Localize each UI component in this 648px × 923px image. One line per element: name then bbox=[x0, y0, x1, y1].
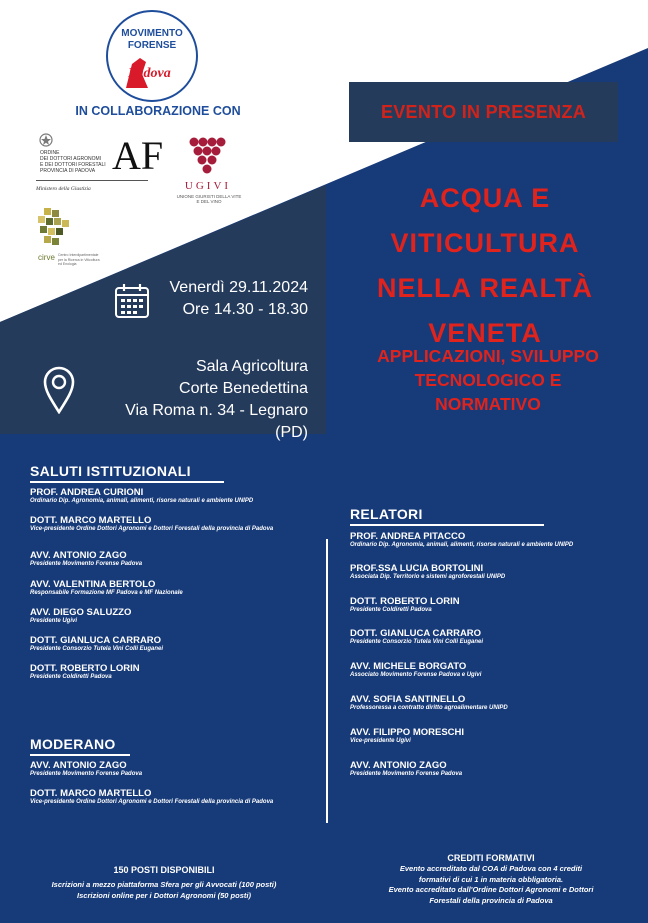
relatori-title: RELATORI bbox=[350, 506, 423, 522]
crediti-block: CREDITI FORMATIVI Evento accreditato dal COA di Padova con 4 crediti formativi di cui 1 in materia obbligatoria. Evento accreditato dall'Ordine Dottori Agronomi e Dottori Forestali della provincia di Padova bbox=[346, 852, 636, 906]
location-pin-icon bbox=[42, 366, 76, 414]
list-item: PROF. ANDREA CURIONI Ordinario Dip. Agronomia, animali, alimenti, risorse naturali e ambiente UNIPD bbox=[30, 487, 254, 504]
list-item: AVV. DIEGO SALUZZO Presidente Ugivi bbox=[30, 607, 132, 624]
list-item: AVV. FILIPPO MORESCHI Vice-presidente Ugivi bbox=[350, 727, 465, 744]
ugivi-grapes-icon bbox=[186, 132, 228, 178]
saluti-rule bbox=[30, 481, 224, 483]
list-item: PROF.SSA LUCIA BORTOLINI Associata Dip. Territorio e sistemi agroforestali UNIPD bbox=[350, 563, 506, 580]
event-title: ACQUA E VITICULTURA NELLA REALTÀ VENETA bbox=[377, 183, 593, 348]
moderano-rule bbox=[30, 754, 130, 756]
posti-block: 150 POSTI DISPONIBILI Iscrizioni a mezzo piattaforma Sfera per gli Avvocati (100 posti) Iscrizioni online per i Dottori Agronomi (50 posti) bbox=[14, 864, 314, 901]
ordine-text: ORDINE DEI DOTTORI AGRONOMI E DEI DOTTORI FORESTALI PROVINCIA DI PADOVA bbox=[40, 150, 106, 174]
collaboration-heading: IN COLLABORAZIONE CON bbox=[75, 104, 241, 118]
logo-city: Padova bbox=[128, 66, 171, 81]
column-divider bbox=[326, 539, 328, 823]
moderano-title: MODERANO bbox=[30, 736, 116, 752]
list-item: AVV. VALENTINA BERTOLO Responsabile Formazione MF Padova e MF Nazionale bbox=[30, 579, 183, 596]
logo-name: MOVIMENTO FORENSE bbox=[121, 28, 183, 51]
list-item: DOTT. GIANLUCA CARRARO Presidente Consorzio Tutela Vini Colli Euganei bbox=[30, 635, 164, 652]
ugivi-name: UGIVI bbox=[184, 180, 232, 192]
event-badge bbox=[349, 82, 618, 142]
calendar-icon bbox=[114, 283, 150, 319]
event-venue: Sala Agricoltura Corte Benedettina Via Roma n. 34 - Legnaro (PD) bbox=[125, 358, 308, 441]
cirve-subtitle: Centro Interdipartimentale per la Ricerca in Viticoltura ed Enologia bbox=[58, 253, 100, 266]
list-item: AVV. ANTONIO ZAGO Presidente Movimento Forense Padova bbox=[30, 760, 143, 777]
saluti-title: SALUTI ISTITUZIONALI bbox=[30, 463, 191, 479]
af-logo: AF bbox=[112, 133, 164, 178]
event-datetime bbox=[160, 277, 308, 321]
crediti-title: CREDITI FORMATIVI bbox=[447, 853, 535, 863]
event-time: Ore 14.30 - 18.30 bbox=[182, 301, 308, 318]
cirve-mosaic-icon bbox=[36, 208, 72, 252]
list-item: DOTT. GIANLUCA CARRARO Presidente Consorzio Tutela Vini Colli Euganei bbox=[350, 628, 484, 645]
cirve-name: cirve bbox=[38, 253, 55, 262]
list-item: DOTT. ROBERTO LORIN Presidente Coldiretti Padova bbox=[30, 663, 140, 680]
ugivi-subtitle: UNIONE GIURISTI DELLA VITE E DEL VINO bbox=[176, 194, 242, 204]
list-item: AVV. SOFIA SANTINELLO Professoressa a contratto diritto agroalimentare UNIPD bbox=[350, 694, 508, 711]
italian-emblem-icon bbox=[38, 132, 54, 148]
ministry-text: Ministero della Giustizia bbox=[36, 186, 91, 192]
event-date: Venerdì 29.11.2024 bbox=[169, 279, 308, 296]
relatori-rule bbox=[350, 524, 544, 526]
list-item: DOTT. MARCO MARTELLO Vice-presidente Ordine Dottori Agronomi e Dottori Forestali della provincia di Padova bbox=[30, 788, 274, 805]
partner-divider bbox=[36, 180, 148, 181]
event-label: EVENTO IN PRESENZA bbox=[380, 101, 587, 122]
posti-title: 150 POSTI DISPONIBILI bbox=[113, 865, 215, 875]
list-item: AVV. MICHELE BORGATO Associato Movimento Forense Padova e Ugivi bbox=[350, 661, 482, 678]
list-item: PROF. ANDREA PITACCO Ordinario Dip. Agronomia, animali, alimenti, risorse naturali e ambiente UNIPD bbox=[350, 531, 574, 548]
list-item: DOTT. ROBERTO LORIN Presidente Coldiretti Padova bbox=[350, 596, 460, 613]
list-item: AVV. ANTONIO ZAGO Presidente Movimento Forense Padova bbox=[30, 550, 143, 567]
event-subtitle: APPLICAZIONI, SVILUPPO TECNOLOGICO E NORMATIVO bbox=[377, 346, 599, 414]
list-item: DOTT. MARCO MARTELLO Vice-presidente Ordine Dottori Agronomi e Dottori Forestali della provincia di Padova bbox=[30, 515, 274, 532]
list-item: AVV. ANTONIO ZAGO Presidente Movimento Forense Padova bbox=[350, 760, 463, 777]
